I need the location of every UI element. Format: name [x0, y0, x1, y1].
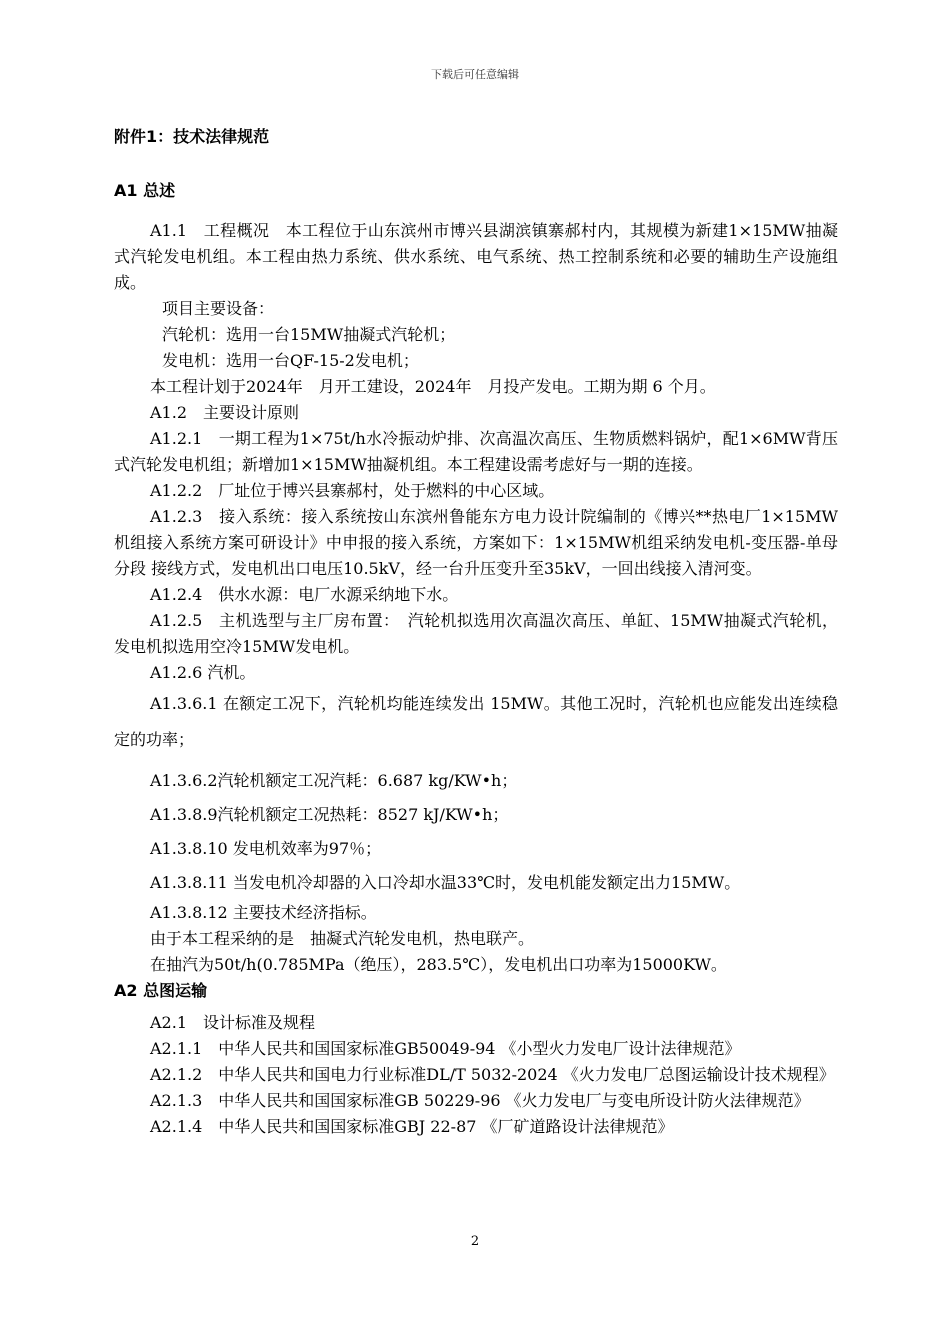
- paragraph: 发电机：选用一台QF-15-2发电机；: [162, 351, 419, 370]
- paragraph: 在抽汽为50t/h(0.785MPa（绝压），283.5℃），发电机出口功率为15000KW。: [150, 955, 727, 974]
- document-title: 附件1：技术法律规范: [114, 127, 270, 146]
- paragraph: 本工程计划于2024年 月开工建设，2024年 月投产发电。工期为期 6 个月。: [150, 377, 716, 396]
- paragraph: 汽轮机：选用一台15MW抽凝式汽轮机；: [162, 325, 456, 344]
- paragraph: A1.2.1 一期工程为1×75t/h水冷振动炉排、次高温次高压、生物质燃料锅炉，配1×6MW背压式汽轮发电机组；新增加1×15MW抽凝机组。本工程建设需考虑好与一期的连接。: [114, 429, 838, 474]
- paragraph: A1.2.6 汽机。: [150, 663, 256, 682]
- paragraph: A2.1 设计标准及规程: [150, 1013, 316, 1032]
- paragraph: A2.1.2 中华人民共和国电力行业标准DL/T 5032-2024 《火力发电厂总图运输设计技术规程》: [150, 1065, 835, 1084]
- paragraph: 项目主要设备：: [162, 299, 275, 318]
- paragraph: A2.1.1 中华人民共和国国家标准GB50049-94 《小型火力发电厂设计法律规范》: [150, 1039, 741, 1058]
- paragraph: A2.1.3 中华人民共和国国家标准GB 50229-96 《火力发电厂与变电所设计防火法律规范》: [150, 1091, 810, 1110]
- paragraph: 由于本工程采纳的是 抽凝式汽轮发电机，热电联产。: [150, 929, 535, 948]
- paragraph: A1.2 主要设计原则: [150, 403, 300, 422]
- paragraph: A1.2.5 主机选型与主厂房布置： 汽轮机拟选用次高温次高压、单缸、15MW抽凝式汽轮机，发电机拟选用空冷15MW发电机。: [114, 611, 838, 656]
- paragraph: A1.2.2 厂址位于博兴县寨郝村，处于燃料的中心区域。: [150, 481, 555, 500]
- page-number: 2: [470, 1234, 480, 1249]
- page-header: 下载后可任意编辑: [431, 68, 519, 81]
- section-heading-a1: A1 总述: [114, 181, 176, 200]
- document-body: [114, 124, 838, 1140]
- section-heading-a2: A2 总图运输: [114, 981, 208, 1000]
- paragraph: A1.1 工程概况 本工程位于山东滨州市博兴县湖滨镇寨郝村内，其规模为新建1×15MW抽凝式汽轮发电机组。本工程由热力系统、供水系统、电气系统、热工控制系统和必要的辅助生产设施组成。: [114, 221, 838, 292]
- paragraph: A1.3.8.11 当发电机冷却器的入口冷却水温33℃时，发电机能发额定出力15MW。: [150, 873, 741, 892]
- paragraph: A1.3.6.1 在额定工况下，汽轮机均能连续发出 15MW。其他工况时，汽轮机也应能发出连续稳定的功率；: [114, 694, 838, 749]
- paragraph: A1.2.3 接入系统：接入系统按山东滨州鲁能东方电力设计院编制的《博兴**热电厂1×15MW机组接入系统方案可研设计》中申报的接入系统，方案如下：1×15MW机组采纳发电机-变压器-单母分段 接线方式，发电机出口电压10.5kV，经一台升压变升至35kV，一回出线接入清河变。: [114, 507, 838, 578]
- paragraph: A1.3.8.9汽轮机额定工况热耗：8527 kJ/KW•h；: [150, 805, 509, 824]
- paragraph: A1.3.8.10 发电机效率为97％；: [150, 839, 382, 858]
- paragraph: A2.1.4 中华人民共和国国家标准GBJ 22-87 《厂矿道路设计法律规范》: [150, 1117, 674, 1136]
- paragraph: A1.3.6.2汽轮机额定工况汽耗：6.687 kg/KW•h；: [150, 771, 518, 790]
- paragraph: A1.2.4 供水水源：电厂水源采纳地下水。: [150, 585, 459, 604]
- paragraph: A1.3.8.12 主要技术经济指标。: [150, 903, 377, 922]
